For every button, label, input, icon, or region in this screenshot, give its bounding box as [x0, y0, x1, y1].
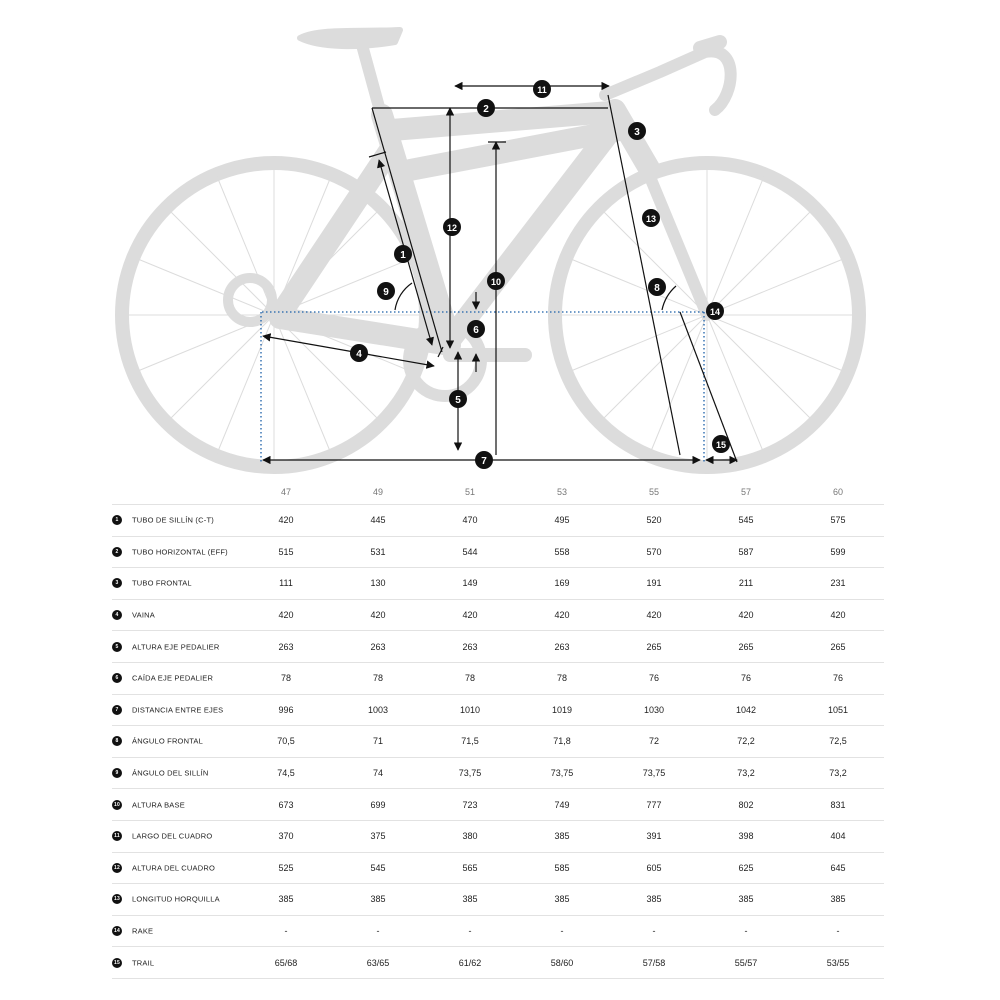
svg-text:2: 2	[483, 104, 489, 115]
measurement-value: 1019	[516, 694, 608, 726]
measurement-value: 263	[240, 631, 332, 663]
table-row	[112, 947, 884, 979]
row-label	[112, 536, 240, 568]
measurement-value: 1010	[424, 694, 516, 726]
measurement-value: 420	[516, 599, 608, 631]
marker-8	[648, 278, 666, 296]
svg-text:15: 15	[715, 440, 727, 450]
row-label	[112, 915, 240, 947]
measurement-value: 570	[608, 536, 700, 568]
measurement-value: 55/57	[700, 947, 792, 979]
measurement-value: 149	[424, 568, 516, 600]
measurement-value: 565	[424, 852, 516, 884]
measurement-value: 587	[700, 536, 792, 568]
table-row	[112, 568, 884, 600]
table-row	[112, 820, 884, 852]
row-number-badge: 6	[112, 673, 122, 683]
measurement-value: 265	[608, 631, 700, 663]
measurement-value: 73,2	[700, 757, 792, 789]
measurement-value: 699	[332, 789, 424, 821]
svg-text:9: 9	[383, 287, 389, 298]
measurement-label: ALTURA BASE	[132, 800, 185, 810]
measurement-value: 1003	[332, 694, 424, 726]
measurement-value: 169	[516, 568, 608, 600]
measurement-value: -	[516, 915, 608, 947]
row-number-badge: 5	[112, 642, 122, 652]
measurement-value: 531	[332, 536, 424, 568]
measurement-label: TUBO FRONTAL	[132, 578, 192, 588]
measurement-value: 525	[240, 852, 332, 884]
measurement-value: 585	[516, 852, 608, 884]
svg-text:6: 6	[473, 325, 479, 336]
measurement-value: 673	[240, 789, 332, 821]
measurement-value: 1051	[792, 694, 884, 726]
measurement-label: ALTURA EJE PEDALIER	[132, 642, 220, 652]
row-number-badge: 11	[112, 831, 122, 841]
measurement-value: 420	[240, 599, 332, 631]
measurement-value: 420	[792, 599, 884, 631]
measurement-value: 385	[700, 884, 792, 916]
svg-text:8: 8	[654, 283, 660, 294]
measurement-value: 749	[516, 789, 608, 821]
measurement-value: 404	[792, 820, 884, 852]
measurement-value: 72,2	[700, 726, 792, 758]
measurement-value: 78	[424, 662, 516, 694]
table-row	[112, 631, 884, 663]
row-number-badge: 15	[112, 958, 122, 968]
table-row	[112, 694, 884, 726]
measurement-value: 515	[240, 536, 332, 568]
marker-2	[477, 99, 495, 117]
measurement-value: 495	[516, 505, 608, 537]
row-number-badge: 10	[112, 800, 122, 810]
row-label	[112, 726, 240, 758]
size-header: 51	[464, 487, 475, 497]
measurement-value: 76	[792, 662, 884, 694]
label-header	[112, 480, 240, 505]
row-number-badge: 3	[112, 578, 122, 588]
measurement-value: 72	[608, 726, 700, 758]
measurement-value: 520	[608, 505, 700, 537]
measurement-value: 72,5	[792, 726, 884, 758]
row-label	[112, 694, 240, 726]
geometry-table	[112, 480, 884, 979]
row-number-badge: 14	[112, 926, 122, 936]
row-number-badge: 2	[112, 547, 122, 557]
measurement-value: 73,75	[516, 757, 608, 789]
row-label	[112, 947, 240, 979]
measurement-value: 70,5	[240, 726, 332, 758]
measurement-label: ÁNGULO FRONTAL	[132, 736, 204, 746]
row-label	[112, 568, 240, 600]
measurement-value: 263	[424, 631, 516, 663]
measurement-value: 58/60	[516, 947, 608, 979]
table-row	[112, 662, 884, 694]
measurement-value: 78	[516, 662, 608, 694]
marker-11	[533, 80, 551, 98]
size-header: 55	[648, 487, 659, 497]
measurement-value: 996	[240, 694, 332, 726]
measurement-value: 545	[332, 852, 424, 884]
measurement-value: 391	[608, 820, 700, 852]
measurement-value: 211	[700, 568, 792, 600]
measurement-value: 78	[240, 662, 332, 694]
row-label	[112, 757, 240, 789]
measurement-value: 263	[332, 631, 424, 663]
measurement-value: 385	[332, 884, 424, 916]
measurement-value: 802	[700, 789, 792, 821]
row-number-badge: 4	[112, 610, 122, 620]
row-number-badge: 9	[112, 768, 122, 778]
row-label	[112, 631, 240, 663]
measurement-value: -	[700, 915, 792, 947]
measurement-value: 78	[332, 662, 424, 694]
measurement-value: 74,5	[240, 757, 332, 789]
measurement-value: 420	[424, 599, 516, 631]
measurement-value: 625	[700, 852, 792, 884]
row-number-badge: 1	[112, 515, 122, 525]
size-header: 47	[280, 487, 291, 497]
measurement-value: 71	[332, 726, 424, 758]
measurement-label: VAINA	[132, 610, 155, 620]
table-row	[112, 505, 884, 537]
measurement-value: 385	[792, 884, 884, 916]
marker-7	[475, 451, 493, 469]
measurement-value: 544	[424, 536, 516, 568]
measurement-value: 65/68	[240, 947, 332, 979]
row-label	[112, 599, 240, 631]
measurement-value: 385	[608, 884, 700, 916]
row-label	[112, 789, 240, 821]
measurement-value: 645	[792, 852, 884, 884]
measurement-label: TUBO DE SILLÍN (C-T)	[132, 515, 214, 525]
row-label	[112, 505, 240, 537]
marker-6	[467, 320, 485, 338]
table-row	[112, 536, 884, 568]
measurement-value: 57/58	[608, 947, 700, 979]
measurement-value: 420	[240, 505, 332, 537]
measurement-value: 71,5	[424, 726, 516, 758]
row-number-badge: 8	[112, 736, 122, 746]
measurement-value: 111	[240, 568, 332, 600]
svg-text:1: 1	[400, 250, 406, 261]
row-label	[112, 662, 240, 694]
table-row	[112, 915, 884, 947]
marker-1	[394, 245, 412, 263]
measurement-label: TRAIL	[132, 958, 155, 968]
svg-text:7: 7	[481, 456, 487, 467]
measurement-value: 385	[516, 820, 608, 852]
measurement-label: DISTANCIA ENTRE EJES	[132, 705, 224, 715]
measurement-value: 398	[700, 820, 792, 852]
table-row	[112, 789, 884, 821]
table-row	[112, 852, 884, 884]
size-header: 57	[740, 487, 751, 497]
svg-text:5: 5	[455, 395, 461, 406]
measurement-value: 385	[516, 884, 608, 916]
marker-9	[377, 282, 395, 300]
svg-text:14: 14	[709, 307, 721, 317]
measurement-value: -	[424, 915, 516, 947]
marker-3	[628, 122, 646, 140]
measurement-value: 73,75	[608, 757, 700, 789]
measurement-value: 558	[516, 536, 608, 568]
bike-silhouette	[122, 30, 859, 467]
measurement-value: 370	[240, 820, 332, 852]
measurement-value: 1042	[700, 694, 792, 726]
row-number-badge: 7	[112, 705, 122, 715]
measurement-value: 777	[608, 789, 700, 821]
measurement-value: 575	[792, 505, 884, 537]
svg-text:10: 10	[490, 277, 502, 287]
measurement-label: RAKE	[132, 926, 154, 936]
measurement-value: 53/55	[792, 947, 884, 979]
marker-13	[642, 209, 660, 227]
marker-10	[487, 272, 505, 290]
measurement-value: 420	[332, 599, 424, 631]
table-row	[112, 884, 884, 916]
size-header: 53	[556, 487, 567, 497]
measurement-value: -	[792, 915, 884, 947]
size-header: 60	[832, 487, 843, 497]
measurement-label: LONGITUD HORQUILLA	[132, 894, 220, 904]
measurement-value: 76	[700, 662, 792, 694]
svg-text:3: 3	[634, 127, 640, 138]
measurement-value: 385	[424, 884, 516, 916]
bike-geometry-diagram	[0, 0, 1000, 480]
measurement-value: 265	[792, 631, 884, 663]
measurement-value: 73,75	[424, 757, 516, 789]
measurement-value: 831	[792, 789, 884, 821]
measurement-value: 605	[608, 852, 700, 884]
measurement-value: -	[332, 915, 424, 947]
row-label	[112, 820, 240, 852]
measurement-value: 231	[792, 568, 884, 600]
measurement-value: 599	[792, 536, 884, 568]
measurement-value: -	[240, 915, 332, 947]
measurement-value: 545	[700, 505, 792, 537]
measurement-value: -	[608, 915, 700, 947]
marker-15	[712, 435, 730, 453]
measurement-value: 420	[608, 599, 700, 631]
measurement-value: 61/62	[424, 947, 516, 979]
measurement-value: 265	[700, 631, 792, 663]
measurement-label: TUBO HORIZONTAL (EFF)	[132, 547, 228, 557]
measurement-value: 375	[332, 820, 424, 852]
svg-text:12: 12	[446, 223, 458, 233]
measurement-value: 191	[608, 568, 700, 600]
measurement-value: 1030	[608, 694, 700, 726]
svg-text:13: 13	[645, 214, 657, 224]
measurement-value: 76	[608, 662, 700, 694]
marker-4	[350, 344, 368, 362]
svg-text:4: 4	[356, 349, 362, 360]
measurement-value: 385	[240, 884, 332, 916]
row-number-badge: 13	[112, 894, 122, 904]
measurement-value: 63/65	[332, 947, 424, 979]
measurement-value: 74	[332, 757, 424, 789]
table-row	[112, 726, 884, 758]
row-label	[112, 852, 240, 884]
measurement-value: 723	[424, 789, 516, 821]
measurement-value: 130	[332, 568, 424, 600]
measurement-label: ÁNGULO DEL SILLÍN	[132, 768, 209, 778]
measurement-value: 263	[516, 631, 608, 663]
measurement-value: 73,2	[792, 757, 884, 789]
svg-text:11: 11	[537, 85, 547, 95]
row-number-badge: 12	[112, 863, 122, 873]
measurement-value: 445	[332, 505, 424, 537]
table-row	[112, 599, 884, 631]
measurement-label: ALTURA DEL CUADRO	[132, 863, 215, 873]
marker-12	[443, 218, 461, 236]
marker-14	[706, 302, 724, 320]
table-row	[112, 757, 884, 789]
size-header-row	[112, 480, 884, 505]
size-header: 49	[372, 487, 383, 497]
measurement-value: 470	[424, 505, 516, 537]
measurement-value: 420	[700, 599, 792, 631]
measurement-label: LARGO DEL CUADRO	[132, 831, 213, 841]
marker-5	[449, 390, 467, 408]
measurement-value: 380	[424, 820, 516, 852]
row-label	[112, 884, 240, 916]
measurement-value: 71,8	[516, 726, 608, 758]
measurement-label: CAÍDA EJE PEDALIER	[132, 673, 214, 683]
